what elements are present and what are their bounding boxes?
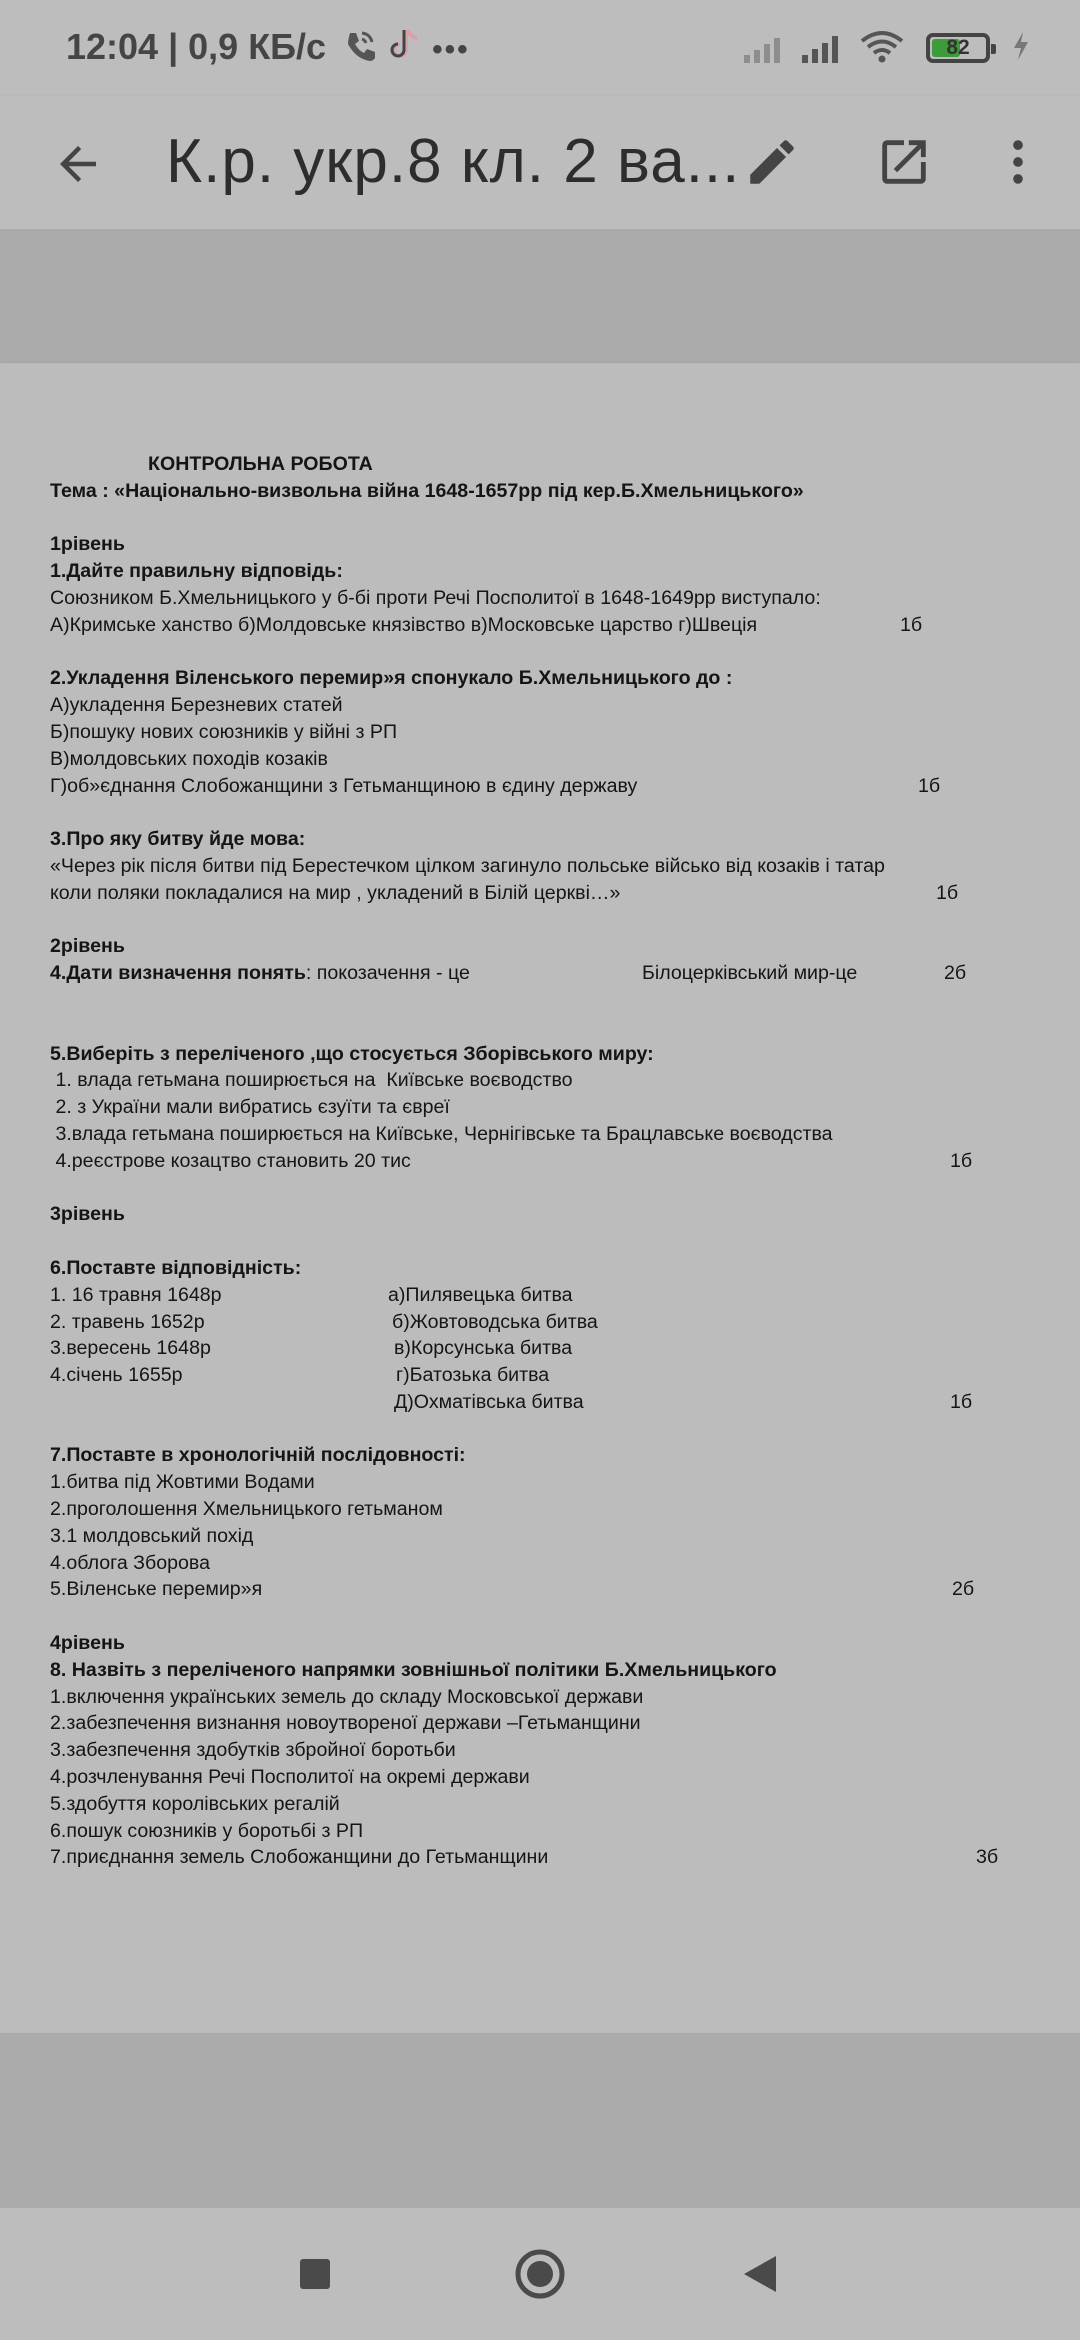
level-2-label: 2рівень <box>50 935 125 958</box>
back-nav-button[interactable] <box>700 2208 820 2340</box>
signal-1-icon <box>744 33 780 63</box>
q6-left: 2. травень 1652р <box>50 1310 205 1333</box>
q3-line: «Через рік після битви під Берестечком цілком загинуло польське військо від козаків і татар <box>50 854 885 877</box>
q7-item-last <box>50 1576 1030 1603</box>
q6-row <box>50 1282 1030 1309</box>
q1-text: Союзником Б.Хмельницького у б-бі проти Речі Посполитої в 1648-1649рр виступало: <box>50 586 821 609</box>
q3-line: коли поляки покладалися на мир , укладений в Білій церкві…» <box>50 881 621 904</box>
battery-icon <box>926 33 990 63</box>
status-bar <box>0 0 1080 96</box>
q6-left: 4.січень 1655р <box>50 1364 183 1387</box>
arrow-back-icon <box>51 137 105 191</box>
q8-points: 3б <box>976 1846 999 1869</box>
q6-row <box>50 1309 1030 1336</box>
home-circle-icon <box>514 2248 566 2300</box>
edit-button[interactable] <box>734 124 810 200</box>
q2-option: Г)об»єднання Слобожанщини з Гетьманщиною в єдину державу <box>50 774 638 797</box>
q8-item: 3.забезпечення здобутків збройної боротьби <box>50 1739 456 1762</box>
more-options-button[interactable] <box>980 124 1056 200</box>
q6-row <box>50 1335 1030 1362</box>
q8-item: 2.забезпечення визнання новоутвореної держави –Гетьманщини <box>50 1712 641 1735</box>
home-button[interactable] <box>480 2208 600 2340</box>
q8-item-last <box>50 1844 1030 1871</box>
q7-title: 7.Поставте в хронологічній послідовності: <box>50 1444 466 1467</box>
tiktok-icon <box>390 27 422 72</box>
q6-title: 6.Поставте відповідність: <box>50 1256 302 1279</box>
status-time: 12:04 | 0,9 КБ/с ••• <box>66 26 470 72</box>
q6-row <box>50 1362 1030 1389</box>
charging-icon <box>1012 31 1030 66</box>
wifi-calling-icon <box>342 29 376 72</box>
q4-term-2: Білоцерківський мир-це <box>642 962 858 985</box>
q8-item: 5.здобуття королівських регалій <box>50 1792 340 1815</box>
q8-item: 6.пошук союзників у боротьбі з РП <box>50 1819 364 1842</box>
system-nav-bar <box>0 2208 1080 2340</box>
triangle-back-icon <box>742 2254 778 2294</box>
q1-options-text: А)Кримське ханство б)Молдовське князівство в)Московське царство г)Швеція <box>50 613 758 636</box>
more-vert-icon <box>989 133 1047 191</box>
q6-right: б)Жовтоводська битва <box>392 1310 598 1333</box>
signal-2-icon <box>802 33 838 63</box>
q6-points: 1б <box>950 1390 973 1413</box>
q1-points: 1б <box>900 613 923 636</box>
q8-title: 8. Назвіть з переліченого напрямки зовнішньої політики Б.Хмельницького <box>50 1658 777 1681</box>
q6-left: 1. 16 травня 1648р <box>50 1283 222 1306</box>
square-icon <box>298 2257 332 2291</box>
q2-title: 2.Укладення Віленського перемир»я спонукало Б.Хмельницького до : <box>50 667 733 690</box>
q2-points: 1б <box>918 774 941 797</box>
q5-option: 4.реєстрове козацтво становить 20 тис <box>50 1149 411 1172</box>
level-3-label: 3рівень <box>50 1203 125 1226</box>
q4-title: 4.Дати визначення понять <box>50 962 306 985</box>
q4-points: 2б <box>944 962 967 985</box>
pencil-icon <box>743 133 801 191</box>
document-title: К.р. укр.8 кл. 2 ва... <box>166 127 741 196</box>
q8-item: 4.розчленування Речі Посполитої на окремі держави <box>50 1766 530 1789</box>
q8-item: 1.включення українських земель до складу Московської держави <box>50 1685 644 1708</box>
q6-right: в)Корсунська битва <box>394 1337 573 1360</box>
q4-term-1: : покозачення - це <box>305 962 470 985</box>
q6-left: 3.вересень 1648р <box>50 1337 211 1360</box>
q8-item: 7.приєднання земель Слобожанщини до Гетьманщини <box>50 1846 549 1869</box>
q5-option-last <box>50 1148 1030 1175</box>
viewer-background-top <box>0 231 1080 363</box>
q5-option: 3.влада гетьмана поширюється на Київське, Чернігівське та Брацлавське воєводства <box>50 1122 833 1145</box>
q2-option: А)укладення Березневих статей <box>50 694 343 717</box>
q5-option: 1. влада гетьмана поширюється на Київське воєводство <box>50 1069 573 1092</box>
q4-row <box>50 960 1030 987</box>
q7-item: 4.облога Зборова <box>50 1551 211 1574</box>
q2-option: Б)пошуку нових союзників у війні з РП <box>50 720 398 743</box>
q2-option: В)молдовських походів козаків <box>50 747 328 770</box>
doc-topic: Тема : «Національно-визвольна війна 1648-1657рр під кер.Б.Хмельницького» <box>50 479 804 502</box>
q6-right: Д)Охматівська битва <box>394 1390 584 1413</box>
more-notifications-icon: ••• <box>432 33 470 66</box>
q7-item: 3.1 молдовський похід <box>50 1524 254 1547</box>
level-4-label: 4рівень <box>50 1632 125 1655</box>
network-speed: 0,9 КБ/с <box>188 26 327 67</box>
q6-row <box>50 1389 1030 1416</box>
q5-title: 5.Виберіть з переліченого ,що стосується Зборівського миру: <box>50 1042 654 1065</box>
q5-points: 1б <box>950 1149 973 1172</box>
q3-line-last <box>50 880 1030 907</box>
q7-points: 2б <box>952 1578 975 1601</box>
q7-item: 1.битва під Жовтими Водами <box>50 1471 315 1494</box>
doc-heading: КОНТРОЛЬНА РОБОТА <box>148 453 373 475</box>
battery-level: 82 <box>946 36 970 59</box>
q6-right: г)Батозька битва <box>396 1364 550 1387</box>
open-in-new-icon <box>875 133 933 191</box>
q7-item: 2.проголошення Хмельницького гетьманом <box>50 1498 443 1521</box>
document-page[interactable] <box>0 363 1080 2033</box>
q2-option-last <box>50 773 1030 800</box>
q5-option: 2. з України мали вибратись єзуїти та євреї <box>50 1096 450 1119</box>
recents-button[interactable] <box>255 2208 375 2340</box>
q1-title: 1.Дайте правильну відповідь: <box>50 560 343 583</box>
q7-item: 5.Віленське перемир»я <box>50 1578 263 1601</box>
wifi-icon <box>860 29 904 68</box>
level-1-label: 1рівень <box>50 533 125 556</box>
q1-options <box>50 612 1030 639</box>
back-button[interactable] <box>40 126 116 202</box>
document-content <box>50 451 1030 1871</box>
open-external-button[interactable] <box>866 124 942 200</box>
q3-points: 1б <box>936 881 959 904</box>
q3-title: 3.Про яку битву йде мова: <box>50 828 306 851</box>
viewer-background-bottom <box>0 2033 1080 2208</box>
app-bar <box>0 96 1080 231</box>
q6-right: а)Пилявецька битва <box>388 1283 573 1306</box>
